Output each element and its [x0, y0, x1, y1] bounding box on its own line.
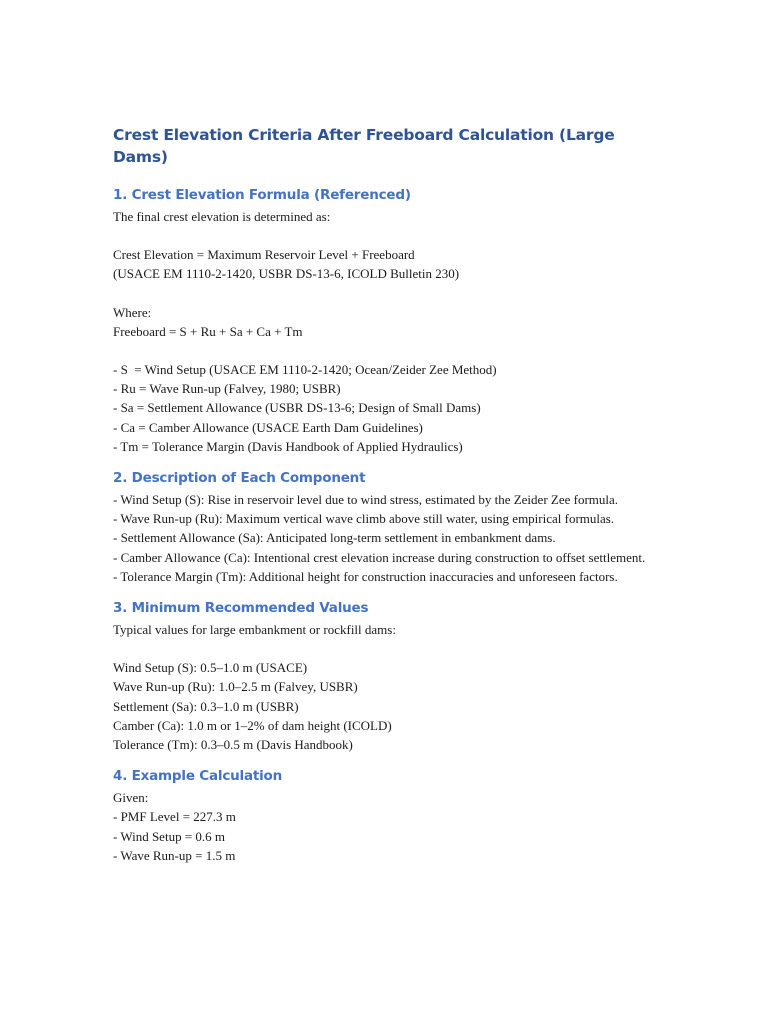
given-item: - PMF Level = 227.3 m	[113, 809, 236, 825]
section3-intro: Typical values for large embankment or rockfill dams:	[113, 622, 396, 638]
given-item: - Wave Run-up = 1.5 m	[113, 847, 236, 863]
definition-item: - Ca = Camber Allowance (USACE Earth Dam Guidelines)	[113, 419, 423, 435]
definition-item: - Sa = Settlement Allowance (USBR DS-13-6; Design of Small Dams)	[113, 400, 481, 416]
definition-item: - S = Wind Setup (USACE EM 1110-2-1420; Ocean/Zeider Zee Method)	[113, 362, 497, 378]
definition-item: - Ru = Wave Run-up (Falvey, 1980; USBR)	[113, 381, 341, 397]
section-heading-recommended-values: 3. Minimum Recommended Values	[113, 600, 369, 617]
recommended-value-item: Tolerance (Tm): 0.3–0.5 m (Davis Handbook)	[113, 737, 353, 753]
formula-references: (USACE EM 1110-2-1420, USBR DS-13-6, ICOLD Bulletin 230)	[113, 266, 460, 282]
freeboard-formula: Freeboard = S + Ru + Sa + Ca + Tm	[113, 323, 303, 339]
recommended-value-item: Wave Run-up (Ru): 1.0–2.5 m (Falvey, USBR)	[113, 679, 358, 695]
document-body	[113, 124, 653, 865]
component-description-item: - Tolerance Margin (Tm): Additional height for construction inaccuracies and unforeseen factors.	[113, 568, 618, 584]
recommended-value-item: Wind Setup (S): 0.5–1.0 m (USACE)	[113, 660, 308, 676]
where-label: Where:	[113, 304, 152, 320]
crest-elevation-formula: Crest Elevation = Maximum Reservoir Level + Freeboard	[113, 247, 415, 263]
recommended-value-item: Camber (Ca): 1.0 m or 1–2% of dam height (ICOLD)	[113, 717, 392, 733]
component-description-item: - Settlement Allowance (Sa): Anticipated long-term settlement in embankment dams.	[113, 530, 556, 546]
section-heading-crest-formula: 1. Crest Elevation Formula (Referenced)	[113, 187, 411, 203]
component-description-item: - Wind Setup (S): Rise in reservoir level due to wind stress, estimated by the Zeider Zee formula.	[113, 492, 619, 508]
recommended-value-item: Settlement (Sa): 0.3–1.0 m (USBR)	[113, 698, 299, 714]
section-heading-component-description: 2. Description of Each Component	[113, 470, 366, 487]
given-label: Given:	[113, 790, 149, 806]
given-item: - Wind Setup = 0.6 m	[113, 828, 226, 844]
document-title: Crest Elevation Criteria After Freeboard Calculation (Large Dams)	[113, 126, 615, 166]
component-description-item: - Wave Run-up (Ru): Maximum vertical wave climb above still water, using empirical formulas.	[113, 511, 615, 527]
section1-intro: The final crest elevation is determined as:	[113, 209, 331, 224]
section-heading-example-calculation: 4. Example Calculation	[113, 768, 283, 785]
component-description-item: - Camber Allowance (Ca): Intentional crest elevation increase during construction to offset settlement.	[113, 549, 646, 565]
definition-item: - Tm = Tolerance Margin (Davis Handbook of Applied Hydraulics)	[113, 438, 463, 454]
